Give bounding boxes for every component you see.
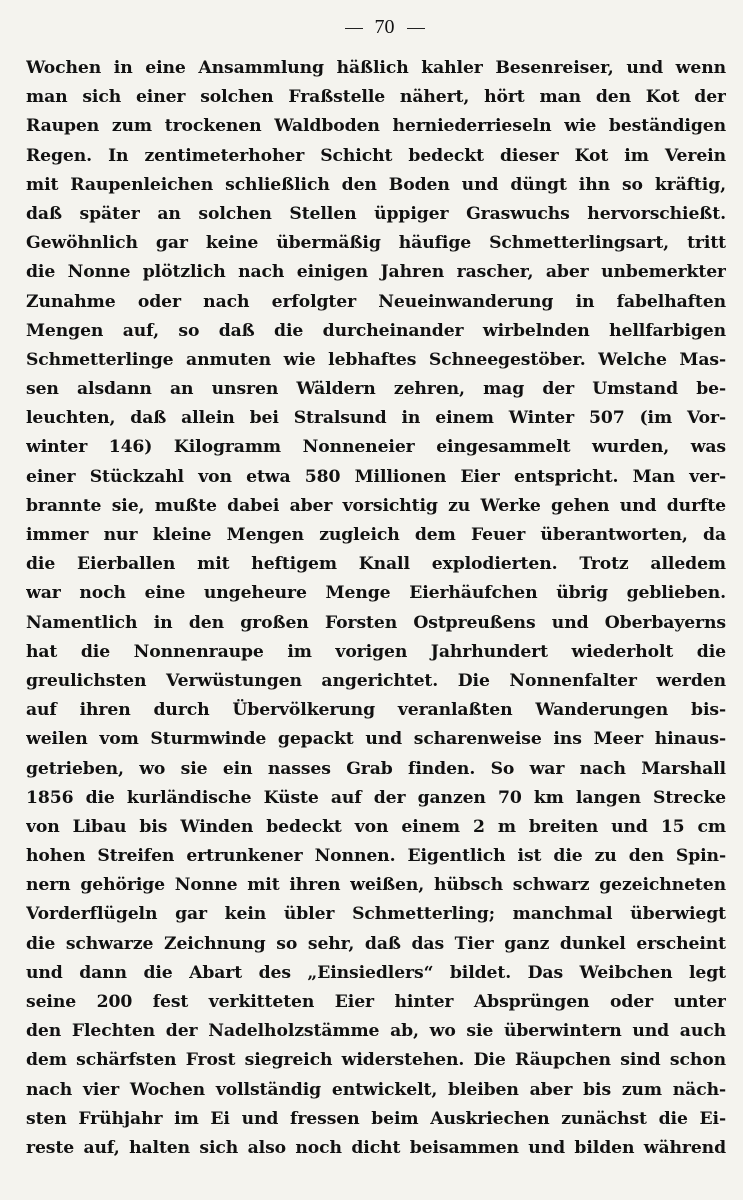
text-line: hat die Nonnenraupe im vorigen Jahrhundert wiederholt die: [26, 641, 726, 662]
text-line: nern gehörige Nonne mit ihren weißen, hübsch schwarz gezeichneten: [26, 875, 726, 896]
text-line: war noch eine ungeheure Menge Eierhäufchen übrig geblieben.: [26, 583, 726, 604]
text-line: brannte sie, mußte dabei aber vorsichtig zu Werke gehen und durfte: [26, 495, 726, 516]
text-line: die Eierballen mit heftigem Knall explodierten. Trotz alledem: [26, 554, 726, 575]
body-text: [26, 54, 726, 1163]
text-line: leuchten, daß allein bei Stralsund in einem Winter 507 (im Vor-: [26, 408, 726, 429]
text-line: Gewöhnlich gar keine übermäßig häufige Schmetterlingsart, tritt: [26, 233, 726, 254]
text-line: auf ihren durch Übervölkerung veranlaßten Wanderungen bis-: [26, 700, 726, 721]
text-line: getrieben, wo sie ein nasses Grab finden. So war nach Marshall: [26, 758, 726, 779]
text-line: Wochen in eine Ansammlung häßlich kahler Besenreiser, und wenn: [26, 58, 726, 78]
text-line: nach vier Wochen vollständig entwickelt, bleiben aber bis zum näch-: [26, 1079, 726, 1100]
text-line: daß später an solchen Stellen üppiger Graswuchs hervorschießt.: [26, 203, 726, 224]
text-line: weilen vom Sturmwinde gepackt und scharenweise ins Meer hinaus-: [26, 729, 726, 750]
text-line: einer Stückzahl von etwa 580 Millionen Eier entspricht. Man ver-: [26, 466, 726, 487]
page-number: 70: [374, 16, 395, 38]
text-line: immer nur kleine Mengen zugleich dem Feuer überantworten, da: [26, 525, 726, 545]
header-dash-left: [345, 28, 363, 29]
text-line: Zunahme oder nach erfolgter Neueinwanderung in fabelhaften: [26, 291, 726, 312]
text-line: den Flechten der Nadelholzstämme ab, wo sie überwintern und auch: [26, 1021, 726, 1042]
text-line: Schmetterlinge anmuten wie lebhaftes Schneegestöber. Welche Mas-: [26, 349, 726, 370]
header-dash-right: [407, 28, 425, 29]
text-line: seine 200 fest verkitteten Eier hinter Absprüngen oder unter: [26, 992, 726, 1012]
text-line: Raupen zum trockenen Waldboden herniederrieseln wie beständigen: [26, 116, 726, 137]
text-line: mit Raupenleichen schließlich den Boden und düngt ihn so kräftig,: [26, 174, 726, 195]
text-line: die schwarze Zeichnung so sehr, daß das Tier ganz dunkel erscheint: [26, 933, 726, 954]
text-line: Vorderflügeln gar kein übler Schmetterling; manchmal überwiegt: [26, 904, 726, 925]
text-line: Namentlich in den großen Forsten Ostpreußens und Oberbayerns: [26, 612, 726, 633]
text-line: Mengen auf, so daß die durcheinander wirbelnden hellfarbigen: [26, 320, 726, 341]
text-line: reste auf, halten sich also noch dicht beisammen und bilden während: [26, 1137, 726, 1158]
text-line: 1856 die kurländische Küste auf der ganzen 70 km langen Strecke: [26, 787, 726, 808]
text-line: Regen. In zentimeterhoher Schicht bedeckt dieser Kot im Verein: [26, 145, 726, 166]
text-line: man sich einer solchen Fraßstelle nähert, hört man den Kot der: [26, 87, 726, 108]
text-line: dem schärfsten Frost siegreich widerstehen. Die Räupchen sind schon: [26, 1050, 726, 1071]
text-line: hohen Streifen ertrunkener Nonnen. Eigentlich ist die zu den Spin-: [26, 846, 726, 867]
text-line: von Libau bis Winden bedeckt von einem 2 m breiten und 15 cm: [26, 816, 726, 837]
text-line: winter 146) Kilogramm Nonneneier eingesammelt wurden, was: [26, 437, 726, 458]
text-line: sen alsdann an unsren Wäldern zehren, mag der Umstand be-: [26, 379, 726, 400]
text-line: die Nonne plötzlich nach einigen Jahren rascher, aber unbemerkter: [26, 262, 726, 283]
page-header: [26, 12, 743, 42]
text-line: greulichsten Verwüstungen angerichtet. Die Nonnenfalter werden: [26, 670, 726, 691]
text-line: und dann die Abart des „Einsiedlers“ bildet. Das Weibchen legt: [26, 962, 726, 983]
text-line: sten Frühjahr im Ei und fressen beim Auskriechen zunächst die Ei-: [26, 1108, 726, 1129]
